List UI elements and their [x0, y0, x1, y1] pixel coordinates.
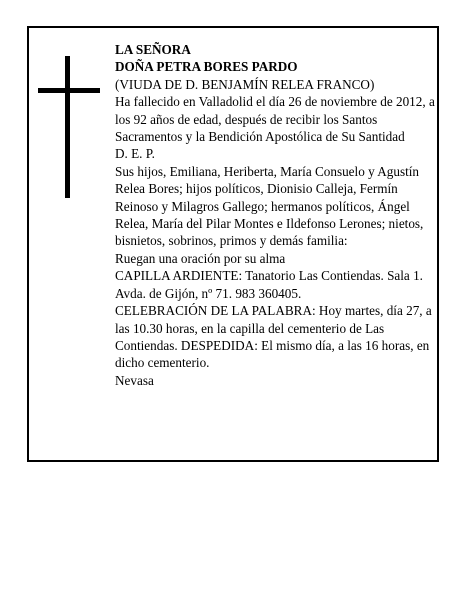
funeral-home: Nevasa — [115, 372, 154, 388]
death-announcement: Ha fallecido en Valladolid el día 26 de noviembre de 2012, a los 92 años de edad, después de recibir los Santos Sacramentos y la Bendición Apostólica de Su Santidad — [115, 94, 435, 145]
widow-line: (VIUDA DE D. BENJAMÍN RELEA FRANCO) — [115, 76, 375, 92]
latin-cross-icon — [38, 56, 100, 198]
ceremony-info: CELEBRACIÓN DE LA PALABRA: Hoy martes, día 27, a las 10.30 horas, en la capilla del cementerio de Las Contiendas. DESPEDIDA: El mismo día, a las 16 horas, en dicho cementerio. — [115, 303, 432, 371]
prayer-request: Ruegan una oración por su alma — [115, 250, 286, 266]
obituary-notice — [27, 26, 439, 462]
notice-title: LA SEÑORA — [115, 42, 191, 57]
family-list: Sus hijos, Emiliana, Heriberta, María Consuelo y Agustín Relea Bores; hijos políticos, Dionisio Calleja, Fermín Reinoso y Milagros Gallego; hermanos políticos, Ángel Relea, María del Pilar Montes e Ildefonso Lerones; nietos, bisnietos, sobrinos, primos y demás familia: — [115, 163, 424, 249]
dep-line: D. E. P. — [115, 146, 155, 162]
notice-text — [115, 41, 437, 389]
cross-vertical-bar — [65, 56, 70, 198]
cross-horizontal-bar — [38, 88, 100, 93]
deceased-name: DOÑA PETRA BORES PARDO — [115, 59, 298, 75]
chapel-info: CAPILLA ARDIENTE: Tanatorio Las Contiendas. Sala 1. Avda. de Gijón, nº 71. 983 360405. — [115, 268, 423, 301]
